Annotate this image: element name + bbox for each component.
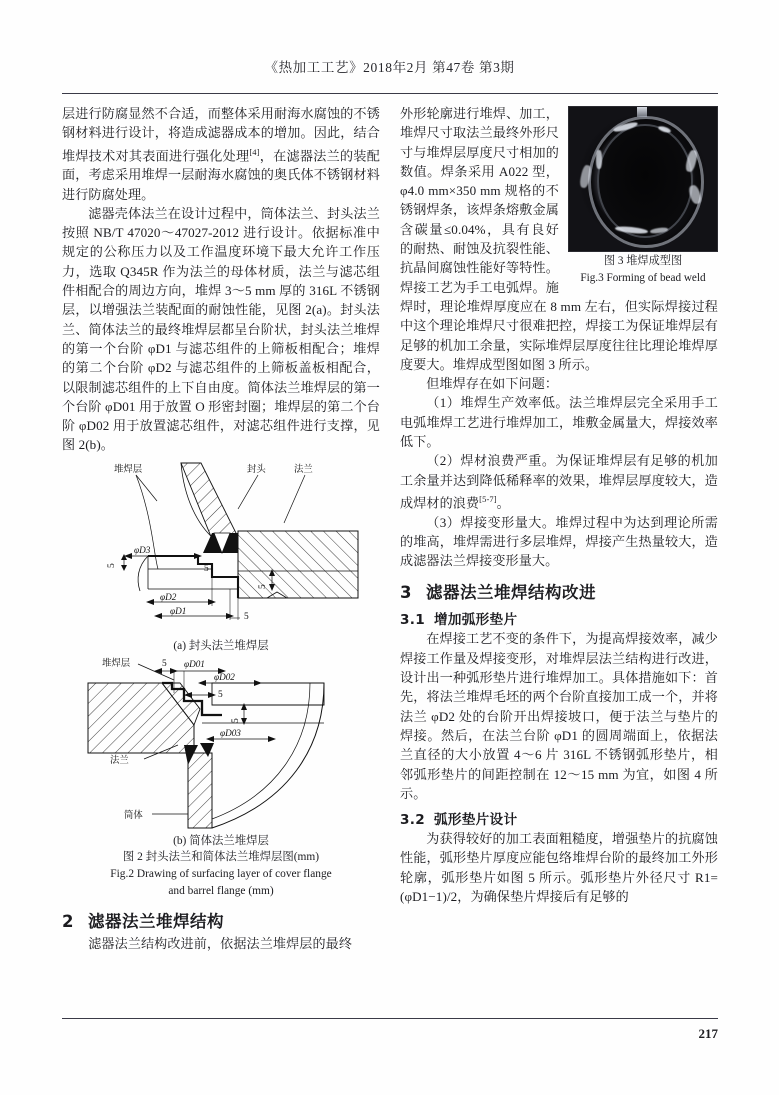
left-paragraph-1 [62,104,380,204]
figure-2b-dim-5-vert: 5 [231,718,241,723]
figure-3-caption-en: Fig.3 Forming of bead weld [580,271,706,284]
reference-marker-5-7: [5-7] [479,493,497,504]
figure-2a-label-flange: 法兰 [294,463,313,475]
right-column [400,104,718,906]
figure-2a-label-surfacing: 堆焊层 [114,463,143,475]
section-2-heading [62,908,380,932]
section-2-number: 2 [62,911,74,931]
subsection-3-2-heading [400,808,718,828]
right-list-item-2 [400,451,718,512]
section-3-number: 3 [400,583,412,603]
photo-weld-ring-inner [597,124,693,237]
subsection-3-1-number: 3.1 [400,612,425,629]
left-para1-cont: ，在滤器法兰的装配面，考虑采用堆焊一层耐海水腐蚀的奥氏体不锈钢材料进行防腐处理。 [62,147,380,202]
right-list-item-1: （1）堆焊生产效率低。法兰堆焊层完全采用手工电弧堆焊工艺进行堆焊加工，堆敷金属量大，焊接效率低下。 [400,395,718,450]
figure-2-caption-cn: 图 2 封头法兰和简体法兰堆焊层图(mm) [122,850,320,863]
header-rule [62,93,718,94]
photo-highlight [596,150,602,169]
figure-2b-label-surfacing: 堆焊层 [102,657,131,669]
figure-3 [568,106,718,285]
figure-2b-dim-d01: φD01 [184,658,205,669]
section-3-title: 滤器法兰堆焊结构改进 [425,583,596,603]
figure-2a-dim-d3: φD3 [134,544,151,555]
subsection-3-2-number: 3.2 [400,812,425,829]
figure-2a-dim-5-bottom: 5 [244,611,249,622]
right-paragraph-2: 但堆焊存在如下问题： [426,376,559,392]
figure-2a-label-head: 封头 [247,463,266,475]
left-paragraph-2: 滤器壳体法兰在设计过程中，筒体法兰、封头法兰按照 NB/T 47020～47027-2012 进行设计。依据标准中规定的公称压力以及工作温度环境下最大允许工作压力，选取 Q345R 作为法兰的母体材质，法兰与滤芯组件相配合的周边方向，堆焊 3～5 mm 厚的 316L 不锈钢层，以增强法兰装配面的耐蚀性能，见图 2(a)。封头法兰、简体法兰的最终堆焊层都呈台阶状，封头法兰堆焊的第一个台阶 φD1 与滤芯组件的上筛板相配合；堆焊的第二个台阶 φD2 与滤芯组件的上筛板盖板相配合，以限制滤芯组件的上下自由度。简体法兰堆焊层的第一个台阶 φD01 用于放置 O 形密封圈；堆焊层的第二个台阶 φD02 用于放置滤芯组件，对滤芯组件进行支撑，见图 2(b)。 [62,205,380,453]
figure-2a-dim-5-left: 5 [107,563,117,568]
figure-2b-drawing [62,653,380,831]
left-para1-text: 层进行防腐显然不合适，而整体采用耐海水腐蚀的不锈钢材料进行设计，将造成滤器成本的增加。因此，结合堆焊技术对其表面进行强化处理 [62,106,380,163]
subsection-3-1-title: 增加弧形垫片 [433,612,518,629]
running-head: 《热加工工艺》2018年2月 第47卷 第3期 [264,60,515,75]
figure-3-caption-cn: 图 3 堆焊成型图 [603,255,683,267]
subsection-3-1-paragraph: 在焊接工艺不变的条件下，为提高焊接效率，减少焊接工作量及焊接变形，对堆焊层法兰结构进行改进，设计出一种弧形垫片进行堆焊加工。具体措施如下：首先，将法兰堆焊毛坯的两个台阶直接加工成一个，并将法兰 φD2 处的台阶开出焊接坡口，便于法兰与垫片的焊接。然后，在法兰台阶 φD1 的圆周端面上，依据法兰直径的大小放置 4～6 片 316L 不锈钢弧形垫片，相邻弧形垫片的间距控制在 12～15 mm 为宜，如图 4 所示。 [400,631,718,801]
footer-rule [62,1018,718,1019]
figure-2b-dim-5-mid: 5 [218,689,223,700]
figure-2a-dim-5-right: 5 [258,584,268,589]
figure-2-caption-en-1: Fig.2 Drawing of surfacing layer of cover flange [110,867,332,880]
left-column [62,104,380,953]
figure-2a-caption: (a) 封头法兰堆焊层 [173,639,269,652]
right-list-item-3: （3）焊接变形量大。堆焊过程中为达到理论所需的堆高，堆焊需进行多层堆焊，焊接产生热量较大，造成滤器法兰焊接变形量大。 [400,514,718,569]
subsection-3-1-heading [400,608,718,628]
right-item2-text: （2）焊材浪费严重。为保证堆焊层有足够的机加工余量并达到降低稀释率的效果，堆焊层厚度较大，造成焊材的浪费 [400,453,718,511]
subsection-3-2-paragraph: 为获得较好的加工表面粗糙度，增强垫片的抗腐蚀性能，弧形垫片厚度应能包络堆焊台阶的最终加工外形轮廓，弧形垫片如图 5 所示。弧形垫片外径尺寸 R1=(φD1−1)/2，为确保垫片焊接后有足够的 [400,831,718,905]
right-item2-end: 。 [496,495,510,511]
figure-2b-dim-d03: φD03 [220,727,241,738]
right-paragraph-1: 外形轮廓进行堆焊、加工，堆焊尺寸取法兰最终外形尺寸与堆焊层厚度尺寸相加的数值。焊条采用 A022 型，φ4.0 mm×350 mm 规格的不锈钢焊条，该焊条熔敷金属含碳量≤0.04%，具有良好的耐热、耐蚀及抗裂性能、抗晶间腐蚀性能好等特性。焊接工艺为手工电弧焊。施焊时，理论堆焊厚度应在 8 mm 左右，但实际焊接过程中这个理论堆焊尺寸很难把控，焊接工为保证堆焊层有足够的机加工余量，实际堆焊层厚度往往比理论堆焊厚度要大。堆焊成型图如图 3 所示。 [400,106,718,372]
section-3-heading [400,579,718,603]
figure-2a-dim-5-mid: 5 [204,563,209,574]
figure-2a-drawing [62,461,380,636]
figure-2b-label-barrel: 筒体 [124,809,143,821]
figure-2b-label-flange: 法兰 [110,754,129,766]
figure-2-caption-en-2: and barrel flange (mm) [168,884,274,897]
figure-2a-dim-d2: φD2 [160,591,177,602]
figure-2b-dim-d02: φD02 [214,671,235,682]
page-number: 217 [698,1026,718,1041]
reference-marker-4: [4] [249,146,260,157]
figure-3-photo [568,106,718,252]
figure-2a-dim-d1: φD1 [170,605,187,616]
section-2-paragraph: 滤器法兰结构改进前，依据法兰堆焊层的最终 [88,935,353,951]
subsection-3-2-title: 弧形垫片设计 [433,812,518,829]
figure-2b-dim-5-top: 5 [162,658,167,669]
figure-2b-caption: (b) 简体法兰堆焊层 [173,834,269,847]
figure-2 [62,461,380,899]
section-2-title: 滤器法兰堆焊结构 [87,911,224,931]
